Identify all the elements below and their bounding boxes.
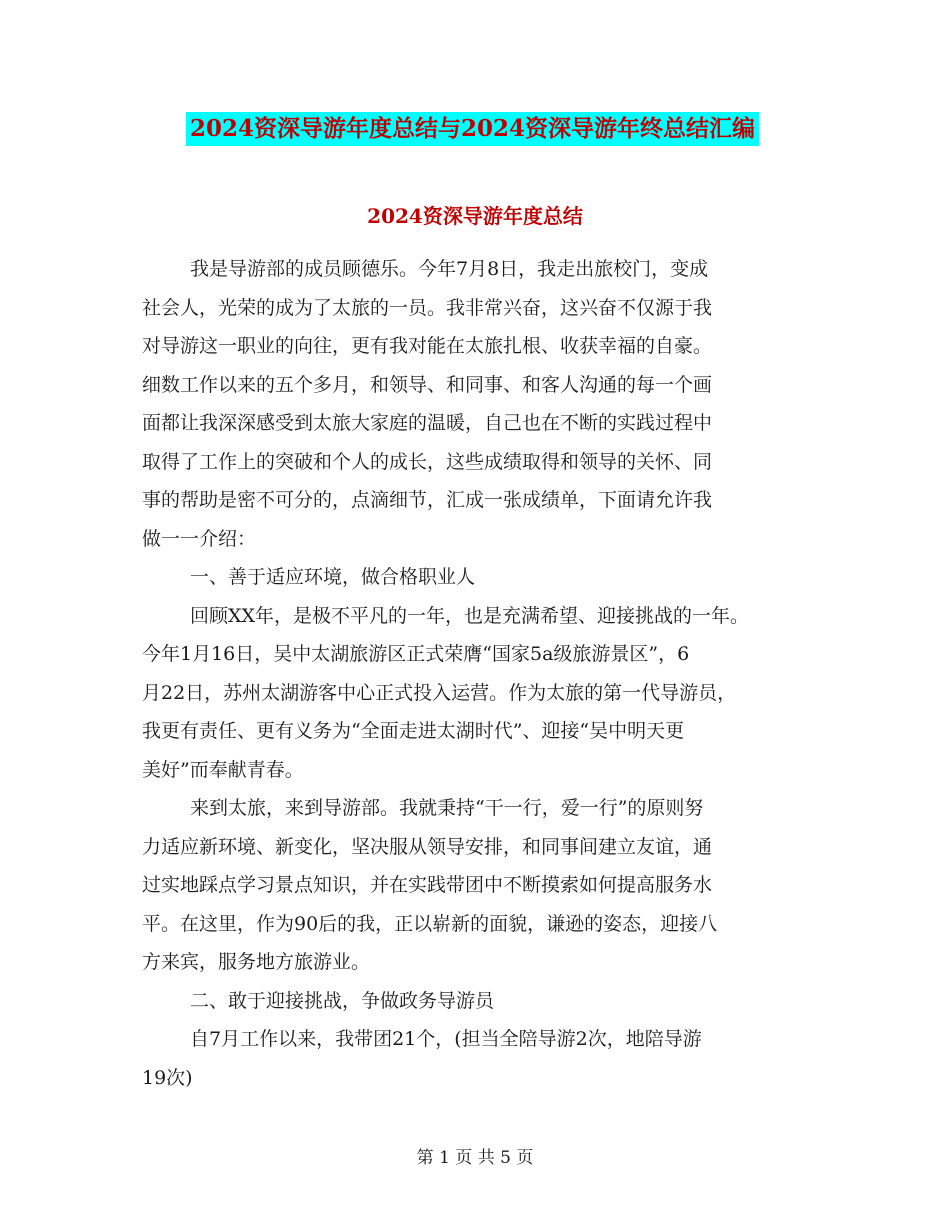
- body-line: 方来宾，服务地方旅游业。: [142, 951, 371, 973]
- subheading-1: 一、善于适应环境，做合格职业人: [190, 566, 476, 588]
- document-title: 2024资深导游年度总结与2024资深导游年终总结汇编: [186, 112, 759, 146]
- body-line: 做一一介绍：: [142, 527, 257, 550]
- body-line: 社会人，光荣的成为了太旅的一员。我非常兴奋，这兴奋不仅源于我: [142, 296, 713, 319]
- body-line: 我是导游部的成员顾德乐。今年7月8日，我走出旅校门，变成: [190, 258, 709, 280]
- body-line: 自7月工作以来，我带团21个，(担当全陪导游2次，地陪导游: [190, 1028, 702, 1050]
- body-line: 面都让我深深感受到太旅大家庭的温暖，自己也在不断的实践过程中: [142, 412, 713, 434]
- page-footer: 第 1 页 共 5 页: [416, 1148, 534, 1168]
- body-line: 来到太旅，来到导游部。我就秉持“干一行，爱一行”的原则努: [190, 797, 704, 819]
- body-line: 19次): [142, 1066, 193, 1089]
- body-line: 今年1月16日，吴中太湖旅游区正式荣膺“国家5a级旅游景区”，6: [142, 643, 690, 665]
- body-line: 回顾XX年，是极不平凡的一年，也是充满希望、迎接挑战的一年。: [190, 604, 750, 627]
- body-line: 我更有责任、更有义务为“全面走进太湖时代”、迎接“吴中明天更: [142, 720, 685, 742]
- document-body: [142, 250, 822, 1097]
- section-title: 2024资深导游年度总结: [367, 204, 583, 228]
- body-line: 力适应新环境、新变化，坚决服从领导安排，和同事间建立友谊，通: [142, 835, 713, 858]
- body-line: 事的帮助是密不可分的，点滴细节，汇成一张成绩单，下面请允许我: [142, 489, 713, 511]
- body-line: 细数工作以来的五个多月，和领导、和同事、和客人沟通的每一个画: [142, 373, 713, 396]
- subheading-2: 二、敢于迎接挑战，争做政务导游员: [190, 989, 495, 1012]
- body-line: 取得了工作上的突破和个人的成长，这些成绩取得和领导的关怀、同: [142, 450, 713, 473]
- body-line: 平。在这里，作为90后的我，正以崭新的面貌，谦逊的姿态，迎接八: [142, 912, 718, 935]
- body-line: 过实地踩点学习景点知识，并在实践带团中不断摸索如何提高服务水: [142, 874, 713, 896]
- body-line: 对导游这一职业的向往，更有我对能在太旅扎根、收获幸福的自豪。: [142, 335, 713, 357]
- body-line: 美好”而奉献青春。: [142, 758, 304, 781]
- body-line: 月22日，苏州太湖游客中心正式投入运营。作为太旅的第一代导游员，: [142, 681, 737, 704]
